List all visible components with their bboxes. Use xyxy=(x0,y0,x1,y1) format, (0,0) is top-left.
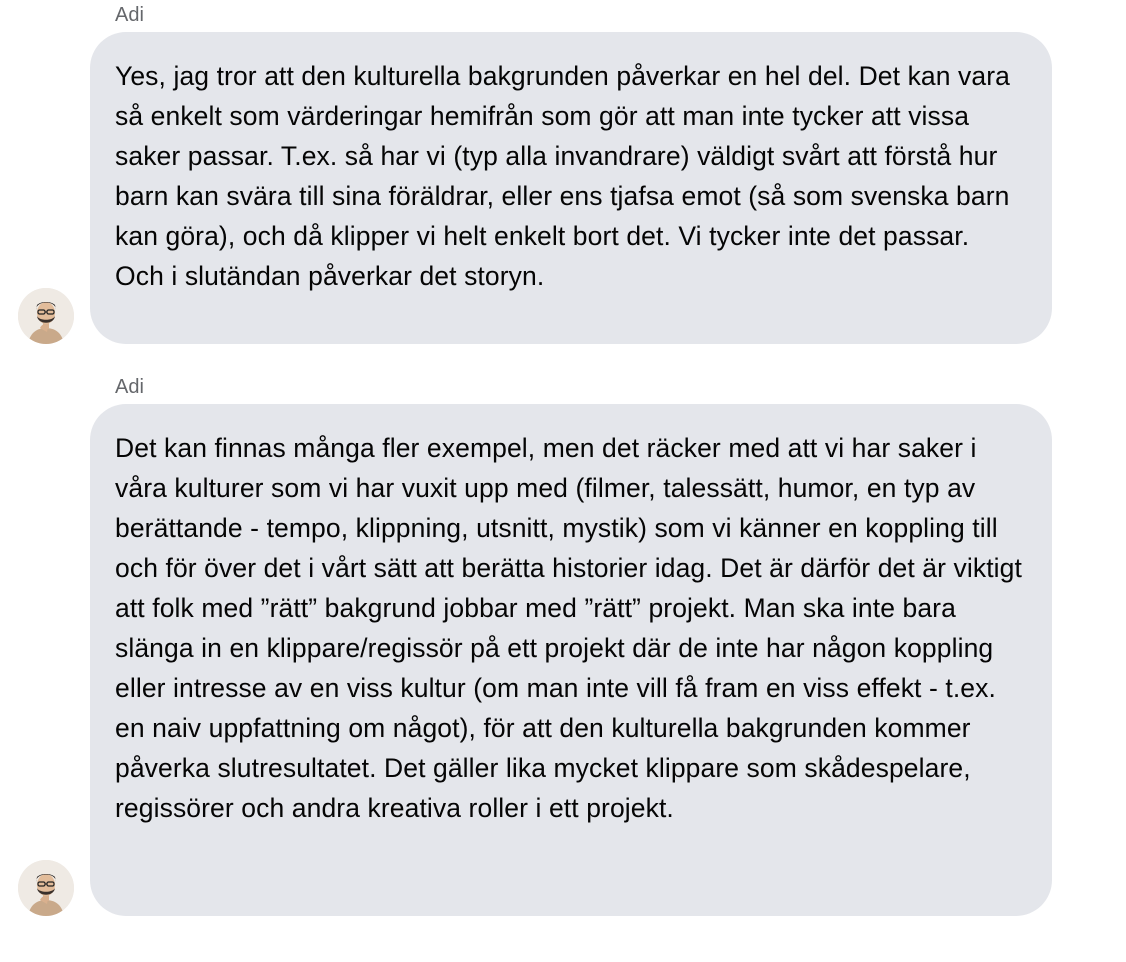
message-bubble[interactable] xyxy=(90,404,1052,916)
sender-name: Adi xyxy=(115,4,144,26)
person-avatar-icon[interactable] xyxy=(18,288,74,344)
message-text: Det kan finnas många fler exempel, men det räcker med att vi har saker i våra kulturer som vi har vuxit upp med (filmer, talessätt, humor, en typ av berättande - tempo, klippning, utsnitt, mystik) som vi känner en koppling till och för över det i vårt sätt att berätta historier idag. Det är därför det är viktigt att folk med ”rätt” bakgrund jobbar med ”rätt” projekt. Man ska inte bara slänga in en klippare/regissör på ett projekt där de inte har någon koppling eller intresse av en viss kultur (om man inte vill få fram en viss effekt - t.ex. en naiv uppfattning om något), för att den kulturella bakgrunden kommer påverka slutresultatet. Det gäller lika mycket klippare som skådespelare, regissörer och andra kreativa roller i ett projekt. xyxy=(115,433,1022,823)
message-bubble[interactable] xyxy=(90,32,1052,344)
person-avatar-icon[interactable] xyxy=(18,860,74,916)
sender-name: Adi xyxy=(115,376,144,398)
message-text: Yes, jag tror att den kulturella bakgrunden påverkar en hel del. Det kan vara så enkelt som värderingar hemifrån som gör att man inte tycker att vissa saker passar. T.ex. så har vi (typ alla invandrare) väldigt svårt att förstå hur barn kan svära till sina föräldrar, eller ens tjafsa emot (så som svenska barn kan göra), och då klipper vi helt enkelt bort det. Vi tycker inte det passar. Och i slutändan påverkar det storyn. xyxy=(115,61,1011,291)
